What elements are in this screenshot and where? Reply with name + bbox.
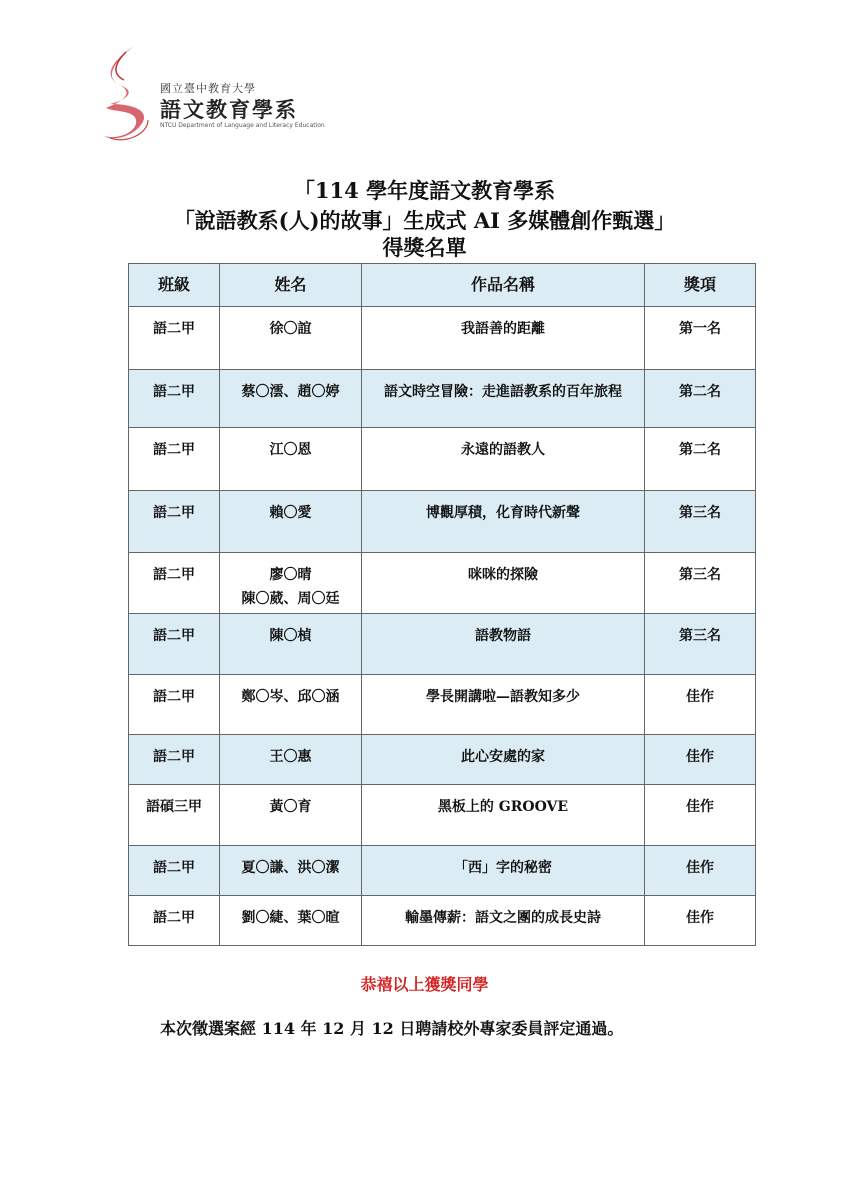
cell-award: 第三名	[645, 553, 756, 614]
cell-name: 劉〇緁、葉〇暄	[220, 896, 362, 946]
title-line-3: 得獎名單	[382, 235, 467, 260]
cell-name: 蔡〇澐、趙〇婷	[220, 370, 362, 428]
award-table	[128, 263, 756, 946]
cell-class: 語碩三甲	[129, 785, 220, 846]
cell-work: 永遠的語教人	[362, 428, 645, 491]
cell-work: 我語善的距離	[362, 307, 645, 370]
table-row	[129, 785, 756, 846]
cell-work: 此心安處的家	[362, 735, 645, 785]
table-row	[129, 491, 756, 553]
cell-award: 佳作	[645, 675, 756, 735]
title-line-1: 「114 學年度語文教育學系	[293, 178, 556, 203]
cell-award: 第三名	[645, 614, 756, 675]
cell-work: 黑板上的 GROOVE	[362, 785, 645, 846]
table-row	[129, 428, 756, 491]
cell-work: 咪咪的探險	[362, 553, 645, 614]
cell-name: 廖〇晴 陳〇葳、周〇廷	[220, 553, 362, 614]
cell-name: 賴〇愛	[220, 491, 362, 553]
cell-class: 語二甲	[129, 307, 220, 370]
cell-class: 語二甲	[129, 614, 220, 675]
cell-award: 佳作	[645, 785, 756, 846]
header-award: 獎項	[645, 264, 756, 307]
title-line-2: 「說語教系(人)的故事」生成式 AI 多媒體創作甄選」	[173, 208, 676, 233]
table-row	[129, 735, 756, 785]
cell-class: 語二甲	[129, 428, 220, 491]
cell-class: 語二甲	[129, 553, 220, 614]
cell-name: 夏〇謙、洪〇潔	[220, 846, 362, 896]
header-name: 姓名	[220, 264, 362, 307]
table-row	[129, 370, 756, 428]
table-row	[129, 614, 756, 675]
cell-work: 語文時空冒險：走進語教系的百年旅程	[362, 370, 645, 428]
table-row	[129, 896, 756, 946]
cell-class: 語二甲	[129, 370, 220, 428]
cell-award: 第一名	[645, 307, 756, 370]
cell-class: 語二甲	[129, 846, 220, 896]
cell-name: 江〇恩	[220, 428, 362, 491]
department-name: 語文教育學系	[160, 97, 298, 122]
table-row	[129, 846, 756, 896]
cell-award: 佳作	[645, 846, 756, 896]
cell-name: 徐〇誼	[220, 307, 362, 370]
table-header-row	[129, 264, 756, 307]
cell-award: 第三名	[645, 491, 756, 553]
university-name: 國立臺中教育大學	[160, 82, 256, 95]
cell-name: 黃〇育	[220, 785, 362, 846]
cell-work: 輸墨傳薪：語文之團的成長史詩	[362, 896, 645, 946]
cell-work: 語教物語	[362, 614, 645, 675]
cell-class: 語二甲	[129, 735, 220, 785]
table-row	[129, 307, 756, 370]
cell-award: 佳作	[645, 735, 756, 785]
cell-class: 語二甲	[129, 675, 220, 735]
header-class: 班級	[129, 264, 220, 307]
cell-work: 學長開講啦—語教知多少	[362, 675, 645, 735]
cell-class: 語二甲	[129, 491, 220, 553]
cell-class: 語二甲	[129, 896, 220, 946]
cell-name: 王〇惠	[220, 735, 362, 785]
table-row	[129, 675, 756, 735]
congratulations-text: 恭禧以上獲獎同學	[360, 975, 489, 994]
approval-note: 本次徵選案經 114 年 12 月 12 日聘請校外專家委員評定通過。	[160, 1019, 624, 1038]
cell-name: 鄭〇岑、邱〇涵	[220, 675, 362, 735]
logo-mark-icon	[96, 42, 160, 146]
department-logo	[96, 42, 326, 146]
department-english-name: NTCU Department of Language and Literacy Education	[160, 122, 325, 129]
table-row	[129, 553, 756, 614]
cell-award: 佳作	[645, 896, 756, 946]
cell-work: 博觀厚積，化育時代新聲	[362, 491, 645, 553]
header-work: 作品名稱	[362, 264, 645, 307]
cell-work: 「西」字的秘密	[362, 846, 645, 896]
cell-award: 第二名	[645, 370, 756, 428]
cell-award: 第二名	[645, 428, 756, 491]
cell-name: 陳〇楨	[220, 614, 362, 675]
